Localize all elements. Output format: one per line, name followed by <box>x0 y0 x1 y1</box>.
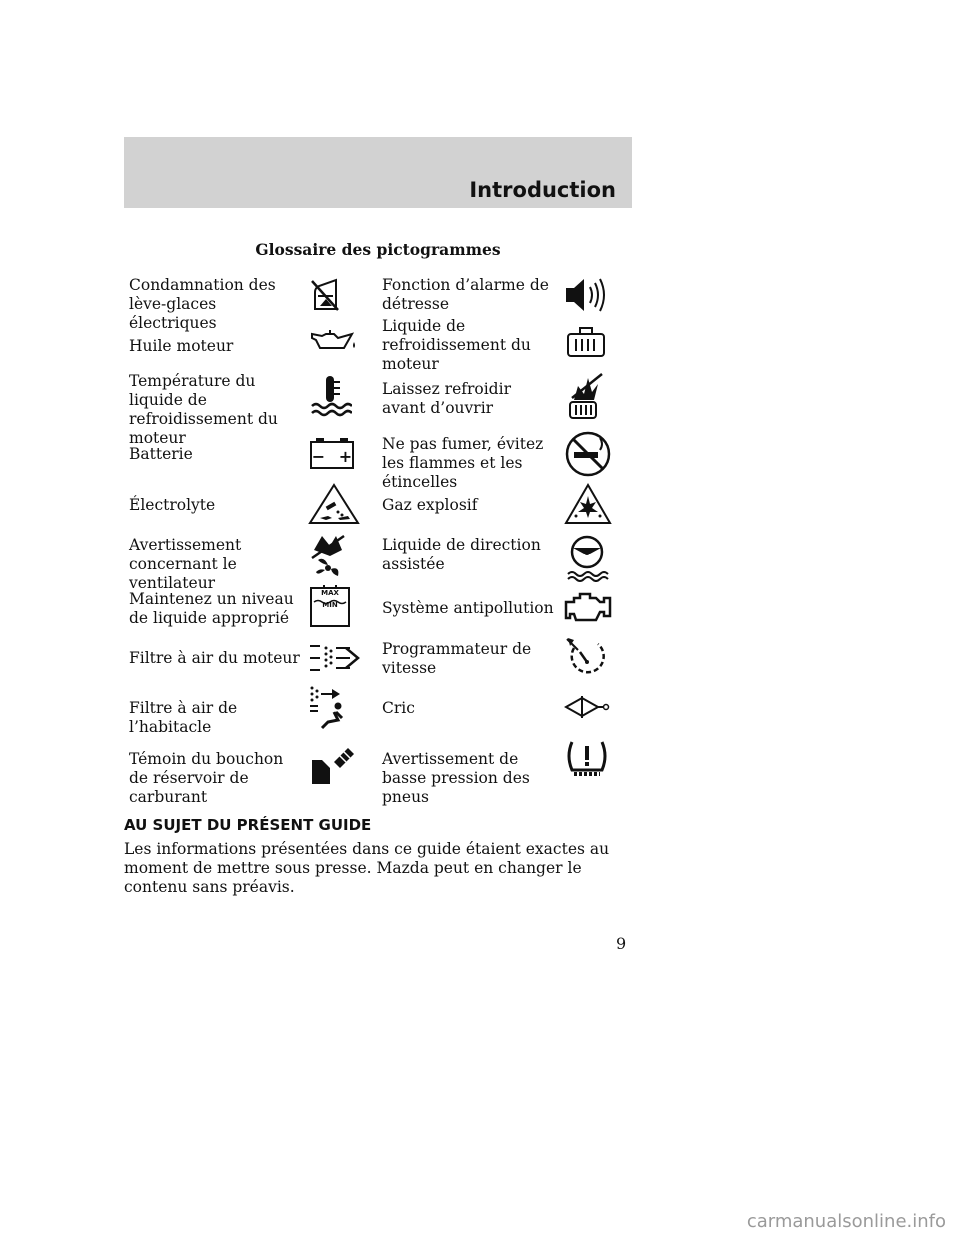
window-lockout-icon <box>308 276 344 312</box>
glossary-row <box>124 482 632 532</box>
section-title: Introduction <box>469 178 616 202</box>
glossary-label: Température du liquide de refroidissement du moteur <box>129 372 278 447</box>
glossary-row <box>124 430 632 491</box>
battery-acid-icon <box>308 482 360 526</box>
glossary-label: Liquide de direction assistée <box>382 536 541 573</box>
glossary-label: Gaz explosif <box>382 496 478 514</box>
glossary-row <box>124 584 632 634</box>
battery-terminal-symbols: − + <box>311 447 353 466</box>
glossary-label: Batterie <box>129 445 193 463</box>
page-number: 9 <box>616 934 627 953</box>
glossary-title: Glossaire des pictogrammes <box>255 240 501 259</box>
speed-control-icon <box>564 636 610 678</box>
glossary-label: Huile moteur <box>129 337 234 355</box>
glossary-row <box>124 372 632 447</box>
explosive-gas-icon <box>564 482 612 526</box>
section-heading: AU SUJET DU PRÉSENT GUIDE <box>124 816 372 834</box>
glossary-row <box>124 634 632 684</box>
engine-air-filter-icon <box>308 640 360 676</box>
min-level-label: MIN <box>322 601 338 609</box>
glossary-label: Liquide de refroidissement du moteur <box>382 317 531 373</box>
battery-icon <box>308 436 356 470</box>
do-not-open-hot-icon <box>564 372 608 422</box>
engine-coolant-icon <box>564 326 608 360</box>
glossary-label: Électrolyte <box>129 496 216 514</box>
low-tire-pressure-icon <box>564 738 610 780</box>
coolant-temperature-icon <box>308 374 352 418</box>
glossary-label: Témoin du bouchon de réservoir de carburant <box>129 750 284 806</box>
glossary-label: Filtre à air du moteur <box>129 649 300 667</box>
glossary-row <box>124 684 632 734</box>
header-band <box>124 137 632 208</box>
section-paragraph: Les informations présentées dans ce guide étaient exactes au moment de mettre sous presse. Mazda peut en changer le contenu sans préavis. <box>124 840 610 896</box>
glossary-row <box>124 734 632 806</box>
glossary-row <box>124 272 632 332</box>
glossary-label: Fonction d’alarme de détresse <box>382 276 549 313</box>
fuel-cap-icon <box>308 740 356 788</box>
cabin-air-filter-icon <box>308 684 348 730</box>
glossary-label: Avertissement concernant le ventilateur <box>129 536 242 592</box>
watermark-link[interactable]: carmanualsonline.info <box>746 1211 946 1232</box>
glossary-label: Avertissement de basse pression des pneus <box>382 750 530 806</box>
power-steering-fluid-icon <box>564 534 610 582</box>
glossary-label: Cric <box>382 699 415 717</box>
glossary-label: Condamnation des lève-glaces électriques <box>129 276 276 332</box>
glossary-label: Maintenez un niveau de liquide approprié <box>129 590 294 627</box>
no-smoking-icon <box>564 430 612 478</box>
panic-alarm-icon <box>564 275 612 315</box>
glossary-label: Système antipollution <box>382 599 554 617</box>
fluid-level-icon <box>308 584 352 628</box>
jack-icon <box>564 696 610 718</box>
glossary-row <box>124 316 632 372</box>
check-engine-icon <box>564 590 612 624</box>
engine-oil-icon <box>308 326 358 356</box>
glossary-label: Laissez refroidir avant d’ouvrir <box>382 380 511 417</box>
glossary-label: Ne pas fumer, évitez les flammes et les étincelles <box>382 435 544 491</box>
glossary-label: Filtre à air de l’habitacle <box>129 699 238 736</box>
glossary-label: Programmateur de vitesse <box>382 640 532 677</box>
fan-warning-icon <box>308 532 348 580</box>
glossary-row <box>124 532 632 592</box>
max-level-label: MAX <box>321 589 339 597</box>
